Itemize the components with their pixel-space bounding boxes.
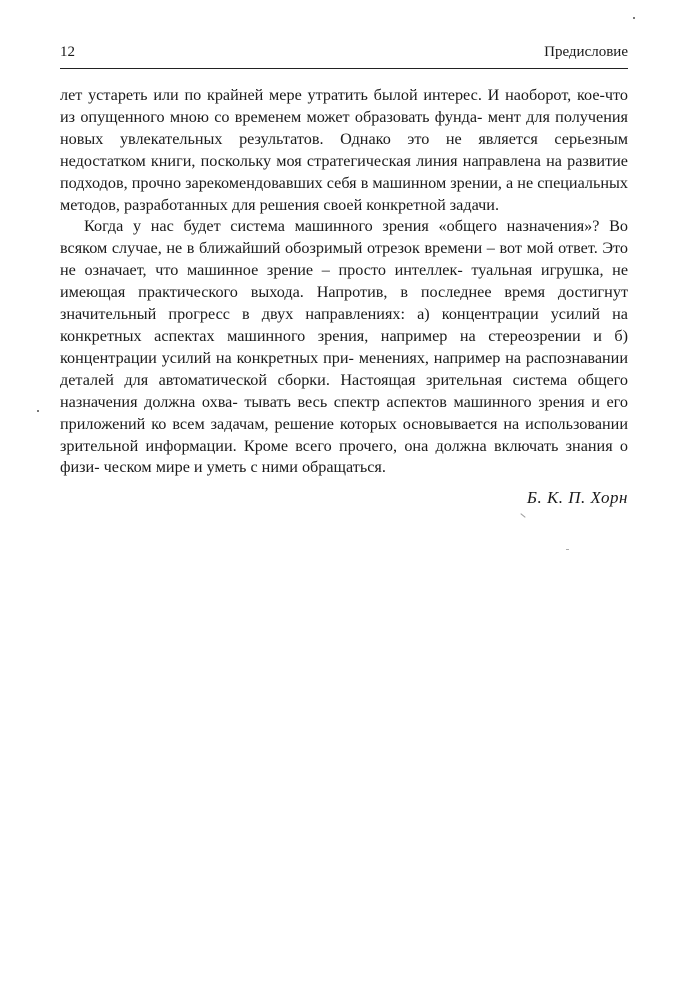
text-line: ческом мире и уметь с ними обращаться. bbox=[103, 458, 386, 477]
text-line: лет устареть или по крайней мере утратить былой интерес. И наоборот, bbox=[60, 86, 572, 104]
paragraph bbox=[60, 85, 628, 216]
text-line: например на стереозрении и б) концентрации усилий на конкретных при- bbox=[60, 326, 628, 367]
body-text bbox=[60, 85, 628, 479]
text-line: решения своей конкретной задачи. bbox=[259, 195, 499, 214]
text-line: мент для получения новых увлекательных результатов. Однако это не bbox=[60, 107, 628, 148]
page-number: 12 bbox=[60, 44, 75, 60]
text-line: является серьезным недостатком книги, поскольку моя стратегическая bbox=[60, 129, 629, 170]
text-line: информации. Кроме всего прочего, она должна включать знания о физи- bbox=[60, 436, 628, 477]
scan-speck bbox=[633, 17, 635, 19]
text-line: туальная игрушка, не имеющая практического выхода. Напротив, в bbox=[60, 261, 628, 302]
text-line: кое-что из опущенного мною со временем может образовать фунда- bbox=[60, 86, 629, 126]
text-line: задачам, решение которых основывается на использовании зрительной bbox=[60, 414, 629, 455]
running-header bbox=[60, 44, 628, 68]
header-rule bbox=[60, 68, 628, 69]
text-line: линия направлена на развитие подходов, прочно зарекомендовавших bbox=[60, 151, 628, 192]
scan-speck bbox=[566, 549, 569, 550]
text-line: менениях, например на распознавании деталей для автоматической bbox=[60, 348, 628, 389]
scan-speck bbox=[520, 513, 525, 518]
text-line: последнее время достигнут значительный прогресс в двух направлениях: bbox=[60, 283, 629, 324]
text-line: сборки. Настоящая зрительная система общего назначения должна охва- bbox=[60, 370, 628, 411]
text-line: мой ответ. Это не означает, что машинное зрение – просто интеллек- bbox=[60, 239, 628, 280]
text-line: себя в машинном зрении, а не специальных методов, разработанных для bbox=[60, 173, 628, 214]
author-signature: Б. К. П. Хорн bbox=[526, 488, 628, 507]
text-line: тывать весь спектр аспектов машинного зрения и его приложений ко всем bbox=[60, 392, 629, 433]
text-line: Когда у нас будет система машинного зрения «общего назначения»? bbox=[84, 217, 600, 236]
running-title: Предисловие bbox=[544, 44, 628, 60]
scan-speck bbox=[37, 410, 39, 412]
text-line: а) концентрации усилий на конкретных аспектах машинного зрения, bbox=[60, 305, 628, 345]
paragraph bbox=[60, 216, 628, 479]
text-line: Во всяком случае, не в ближайший обозримый отрезок времени – вот bbox=[60, 217, 629, 258]
